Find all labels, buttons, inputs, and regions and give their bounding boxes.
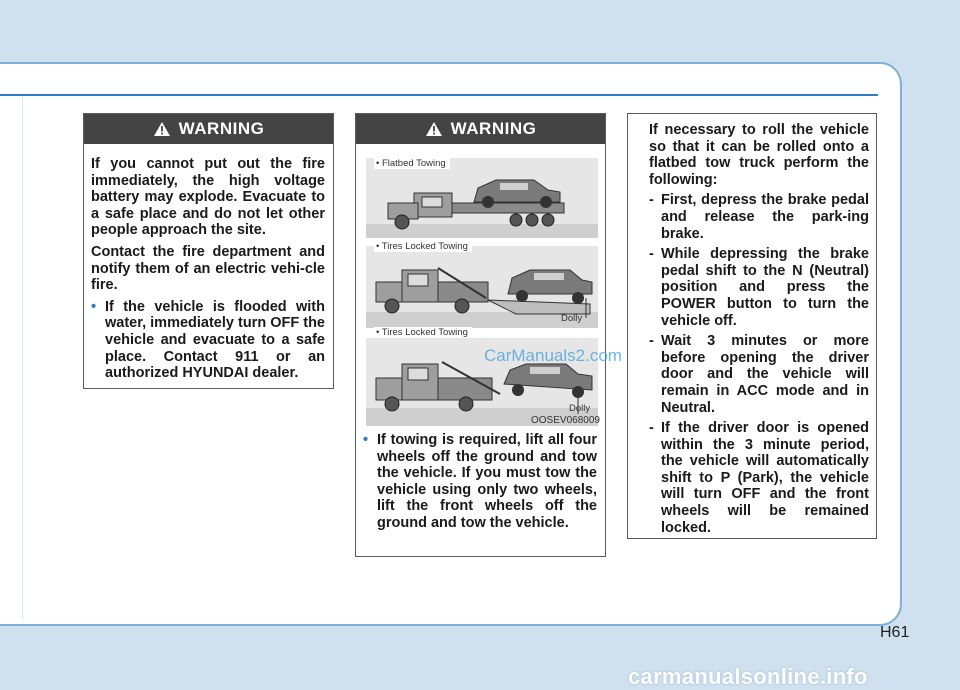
- roll-step: - Wait 3 minutes or more before opening the driver door and the vehicle will remain in ACC mode and in Neutral.: [649, 333, 869, 416]
- roll-step-text: First, depress the brake pedal and release the park-ing brake.: [661, 192, 869, 242]
- roll-step: - If the driver door is opened within the 3 minute period, the vehicle will automatically shift to P (Park), the vehicle will turn OFF and the front wheels will be remained locked.: [649, 420, 869, 536]
- fire-department-paragraph: Contact the fire department and notify them of an electric vehi-cle fire.: [91, 243, 325, 294]
- roll-vehicle-box: [627, 113, 877, 539]
- warning-title: WARNING: [450, 119, 537, 138]
- roll-step-text: If the driver door is opened within the 3 minute period, the vehicle will automatically shift to P (Park), the vehicle will turn OFF and the front wheels will be remained locked.: [661, 420, 869, 536]
- warning-header: [84, 114, 333, 144]
- footer-watermark[interactable]: carmanualsonline.info: [628, 664, 868, 689]
- roll-intro-text: If necessary to roll the vehicle so that it can be rolled onto a flatbed tow truck perform the following:: [649, 122, 869, 188]
- flood-bullet: [91, 299, 325, 382]
- towing-bullet-text: If towing is required, lift all four wheels off the ground and tow the vehicle. If you must tow the vehicle using only two wheels, lift the front wheels off the ground and tow the vehicle.: [377, 432, 597, 531]
- warning-box-fire: [83, 113, 334, 389]
- towing-illustration: [366, 158, 598, 426]
- warning-box-towing: [355, 113, 606, 557]
- towing-diagram: [366, 158, 598, 426]
- bullet-dot-icon: •: [363, 432, 369, 448]
- header-rule: [0, 94, 878, 96]
- dolly-label: Dolly: [569, 403, 591, 414]
- roll-step-text: Wait 3 minutes or more before opening the driver door and the vehicle will remain in ACC mode and in Neutral.: [661, 333, 869, 416]
- bullet-dot-icon: •: [91, 298, 97, 315]
- warning-triangle-icon: [425, 121, 443, 137]
- flood-bullet-text: If the vehicle is flooded with water, immediately turn OFF the vehicle and evacuate to a safe place. Contact 911 or an authorized HYUNDAI dealer.: [105, 298, 325, 382]
- warning-title: WARNING: [178, 119, 265, 138]
- side-rule: [22, 96, 23, 620]
- roll-step: - First, depress the brake pedal and release the park-ing brake.: [649, 192, 869, 242]
- tires-locked-towing-label: • Tires Locked Towing: [374, 327, 472, 338]
- fire-warning-paragraph: If you cannot put out the fire immediately, the high voltage battery may explode. Evacuate to a safe place and do not let other people approach the site.: [91, 156, 325, 239]
- towing-bullet: [363, 432, 597, 532]
- site-watermark: CarManuals2.com: [484, 346, 622, 365]
- dolly-label: Dolly: [561, 313, 583, 324]
- flatbed-towing-label: • Flatbed Towing: [374, 158, 450, 169]
- tires-locked-towing-label: • Tires Locked Towing: [374, 241, 472, 252]
- figure-code: OOSEV068009: [531, 415, 600, 426]
- warning-header: [356, 114, 605, 144]
- roll-step: - While depressing the brake pedal shift to the N (Neutral) position and press the POWER button to turn the vehicle off.: [649, 246, 869, 329]
- page-number: H61: [880, 624, 910, 641]
- warning-triangle-icon: [153, 121, 171, 137]
- roll-step-text: While depressing the brake pedal shift to the N (Neutral) position and press the POWER button to turn the vehicle off.: [661, 246, 869, 329]
